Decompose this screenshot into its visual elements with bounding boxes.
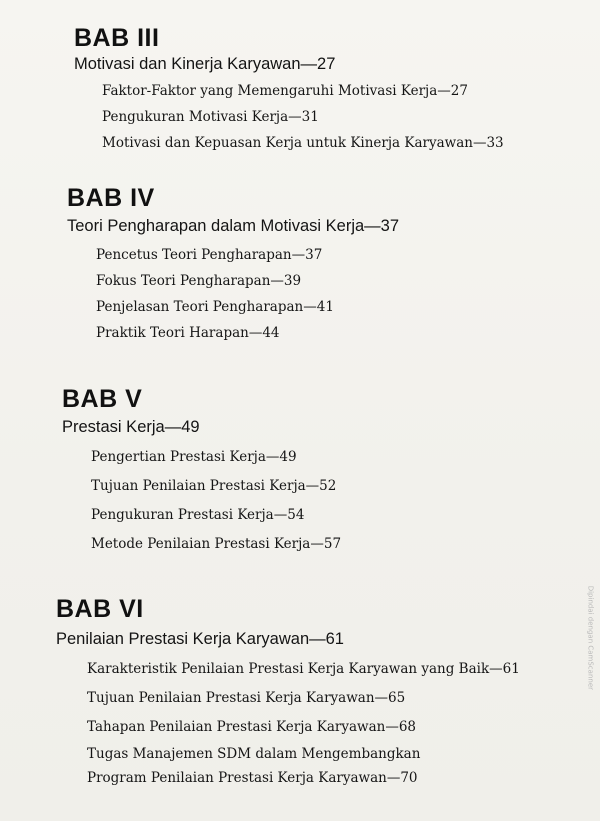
chapter-bab-vi	[56, 595, 520, 790]
toc-entry: Tugas Manajemen SDM dalam Mengembangkan	[87, 746, 421, 762]
chapter-number: BAB III	[74, 24, 160, 52]
toc-entry: Motivasi dan Kepuasan Kerja untuk Kinerja Karyawan—33	[102, 135, 504, 151]
toc-entry: Fokus Teori Pengharapan—39	[96, 273, 302, 289]
chapter-title: Penilaian Prestasi Kerja Karyawan—61	[56, 630, 344, 648]
toc-entry: Faktor-Faktor yang Memengaruhi Motivasi Kerja—27	[102, 83, 468, 99]
chapter-title: Prestasi Kerja—49	[62, 418, 200, 436]
toc-entry: Metode Penilaian Prestasi Kerja—57	[91, 536, 342, 552]
toc-entry: Pengukuran Prestasi Kerja—54	[91, 507, 305, 523]
chapter-number: BAB V	[62, 385, 143, 413]
scanner-watermark: Dipindai dengan CamScanner	[586, 585, 594, 690]
toc-entry: Pengertian Prestasi Kerja—49	[91, 449, 297, 465]
toc-entry: Praktik Teori Harapan—44	[96, 325, 280, 341]
toc-entry: Tujuan Penilaian Prestasi Kerja Karyawan—65	[87, 690, 406, 706]
chapter-title: Teori Pengharapan dalam Motivasi Kerja—37	[67, 217, 400, 235]
chapter-bab-iii	[74, 24, 504, 156]
chapter-number: BAB IV	[67, 184, 155, 212]
toc-entry: Karakteristik Penilaian Prestasi Kerja Karyawan yang Baik—61	[87, 661, 520, 677]
chapter-number: BAB VI	[56, 595, 144, 623]
toc-entry: Program Penilaian Prestasi Kerja Karyawan—70	[87, 770, 418, 786]
toc-entry: Pengukuran Motivasi Kerja—31	[102, 109, 319, 125]
toc-entry: Pencetus Teori Pengharapan—37	[96, 247, 323, 263]
toc-entry: Penjelasan Teori Pengharapan—41	[96, 299, 334, 315]
chapter-title: Motivasi dan Kinerja Karyawan—27	[74, 55, 336, 73]
toc-entry: Tahapan Penilaian Prestasi Kerja Karyawan—68	[87, 719, 417, 735]
chapter-bab-iv	[67, 184, 399, 346]
toc-entry: Tujuan Penilaian Prestasi Kerja—52	[91, 478, 337, 494]
chapter-bab-v	[62, 385, 341, 559]
